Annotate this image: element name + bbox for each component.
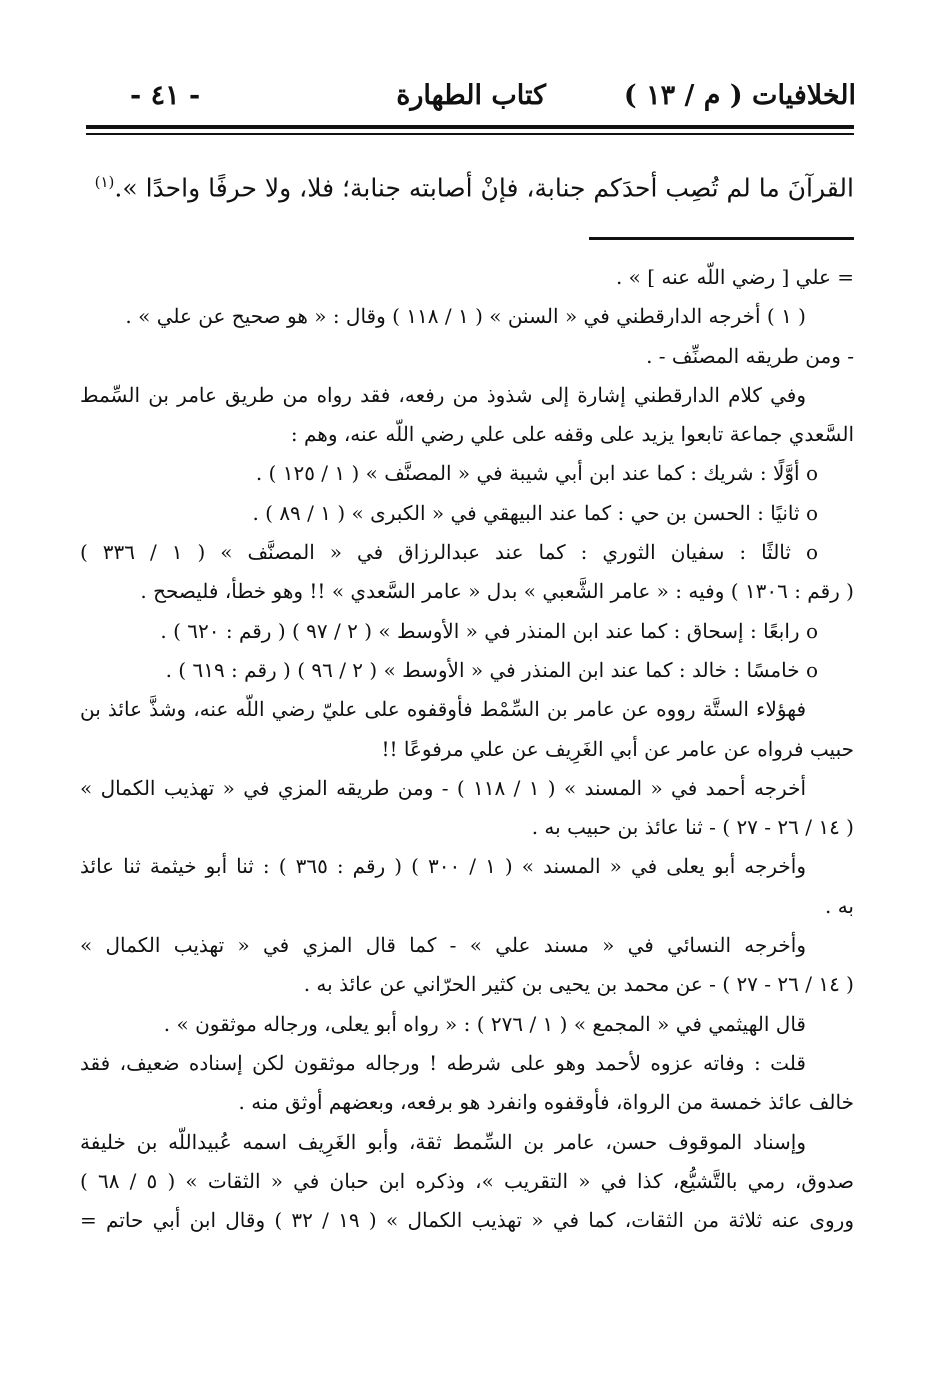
footnote-line: o ثانيًا : الحسن بن حي : كما عند البيهقي في « الكبرى » ( ١ / ٨٩ ) . [252, 500, 818, 525]
footnote-line: صدوق، رمي بالتَّشيُّع، كذا في « التقريب »، وذكره ابن حبان في « الثقات » ( ٥ / ٦٨ ) [80, 1168, 854, 1193]
footnote-line: o ثالثًا : سفيان الثوري : كما عند عبدالرزاق في « المصنَّف » ( ١ / ٣٣٦ ) [80, 540, 818, 565]
footnote-line: وأخرجه أبو يعلى في « المسند » ( ١ / ٣٠٠ ) ( رقم : ٣٦٥ ) : ثنا أبو خيثمة ثنا عائذ [80, 854, 806, 879]
footnote-line: حبيب فرواه عن عامر عن أبي الغَرِيف عن علي مرفوعًا !! [381, 736, 854, 761]
main-text-line: القرآنَ ما لم تُصِب أحدَكم جنابة، فإنْ أصابته جنابة؛ فلا، ولا حرفًا واحدًا ». [114, 173, 854, 203]
footnote-line: وروى عنه ثلاثة من الثقات، كما في « تهذيب الكمال » ( ١٩ / ٣٢ ) وقال ابن أبي حاتم = [80, 1208, 854, 1233]
footnote-line: خالف عائذ خمسة من الرواة، فأوقفوه وانفرد هو برفعه، وبعضهم أوثق منه . [238, 1090, 854, 1115]
footnote-line: ( رقم : ١٣٠٦ ) وفيه : « عامر الشَّعبي » بدل « عامر السَّعدي » !! وهو خطأ، فليصحح . [140, 579, 854, 604]
header-rule-thin [86, 133, 854, 135]
footnote-line: قال الهيثمي في « المجمع » ( ١ / ٢٧٦ ) : « رواه أبو يعلى، ورجاله موثقون » . [163, 1011, 806, 1036]
footnote-line: ( ١٤ / ٢٦ - ٢٧ ) - ثنا عائذ بن حبيب به . [531, 815, 854, 840]
footnote-marker: (١) [94, 173, 115, 191]
footnote-line: o أوَّلًا : شريك : كما عند ابن أبي شيبة في « المصنَّف » ( ١ / ١٢٥ ) . [255, 461, 818, 486]
footnote-line: به . [824, 893, 854, 918]
footnote-line: ( ١ ) أخرجه الدارقطني في « السنن » ( ١ / ١١٨ ) وقال : « هو صحيح عن علي » . [125, 304, 806, 329]
header-chapter-title: كتاب الطهارة [396, 80, 546, 111]
footnote-line: أخرجه أحمد في « المسند » ( ١ / ١١٨ ) - ومن طريقه المزي في « تهذيب الكمال » [80, 775, 807, 800]
footnote-line: ( ١٤ / ٢٦ - ٢٧ ) - عن محمد بن يحيى بن كثير الحرّاني عن عائذ به . [303, 972, 854, 997]
footnote-separator [589, 237, 854, 240]
footnote-line: السَّعدي جماعة تابعوا يزيد على وقفه على علي رضي اللّه عنه، وهم : [290, 422, 854, 447]
header-rule-thick [86, 125, 854, 129]
footnote-line: فهؤلاء الستَّة رووه عن عامر بن السِّمْط فأوقفوه على عليّ رضي اللّه عنه، وشذَّ عائذ بن [80, 697, 806, 722]
footnote-line: = علي [ رضي اللّه عنه ] » . [615, 265, 854, 289]
header-book-title: الخلافيات ( م / ١٣ ) [623, 80, 856, 111]
main-text [80, 162, 854, 208]
footnote-line: o رابعًا : إسحاق : كما عند ابن المنذر في « الأوسط » ( ٢ / ٩٧ ) ( رقم : ٦٢٠ ) . [160, 618, 818, 643]
footnote-line: - ومن طريقه المصنِّف - . [646, 343, 854, 368]
footnotes [80, 258, 854, 1240]
footnote-line: وفي كلام الدارقطني إشارة إلى شذوذ من رفعه، فقد رواه من طريق عامر بن السِّمط [80, 382, 806, 407]
footnote-line: قلت : وفاته عزوه لأحمد وهو على شرطه ! ورجاله موثقون لكن إسناده ضعيف، فقد [80, 1050, 806, 1075]
footnote-line: وأخرجه النسائي في « مسند علي » - كما قال المزي في « تهذيب الكمال » [80, 933, 807, 958]
running-header [80, 68, 856, 118]
footnote-line: وإسناد الموقوف حسن، عامر بن السِّمط ثقة، وأبو الغَرِيف اسمه عُبيداللّه بن خليفة [80, 1129, 806, 1154]
footnote-line: o خامسًا : خالد : كما عند ابن المنذر في « الأوسط » ( ٢ / ٩٦ ) ( رقم : ٦١٩ ) . [165, 657, 818, 682]
header-page-number: - ٤١ - [130, 80, 201, 111]
